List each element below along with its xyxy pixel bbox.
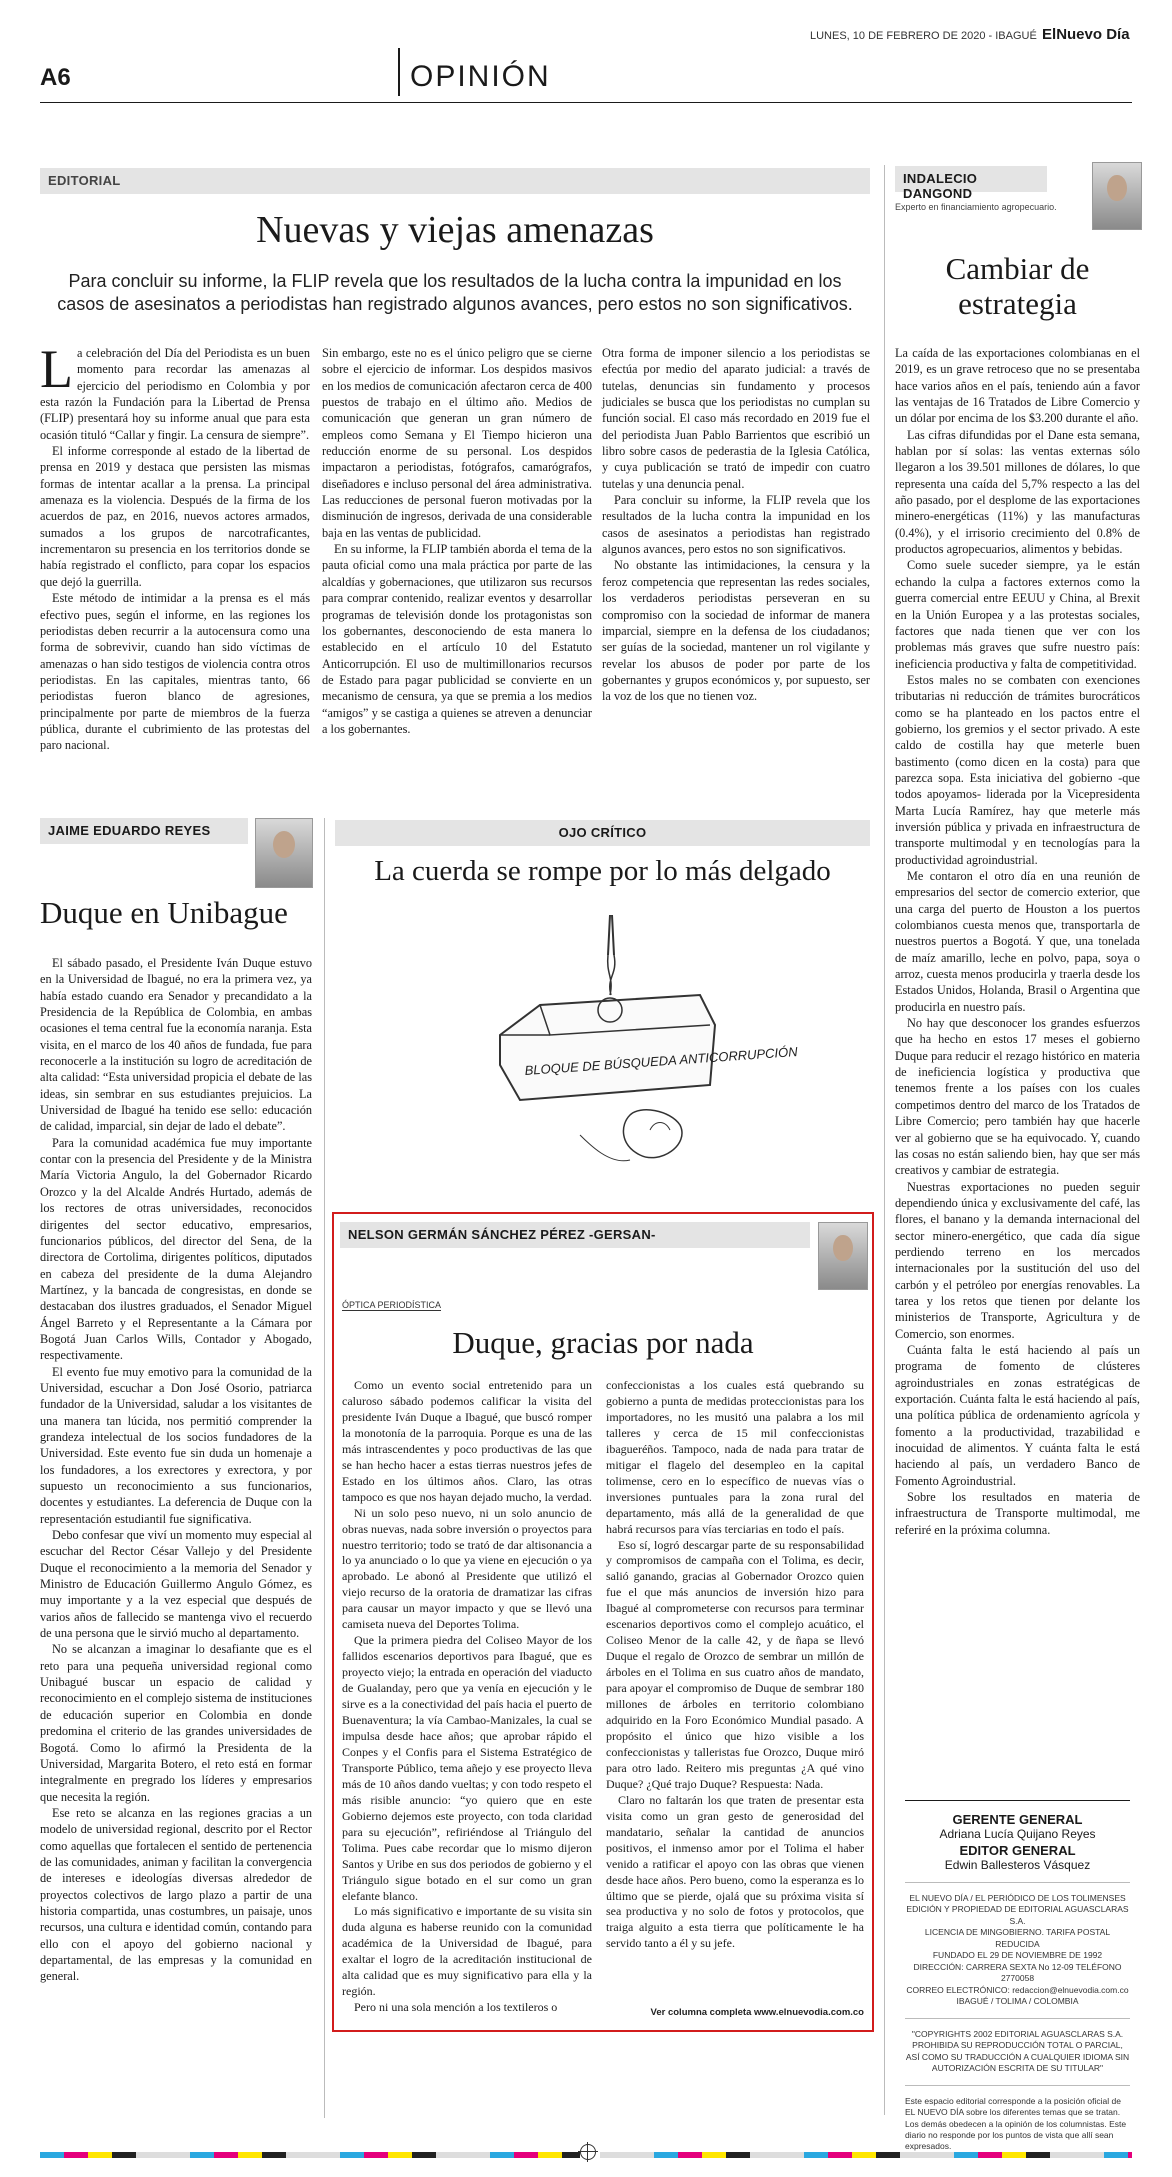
dangond-paragraph: Estos males no se combaten con exenciones tributarias ni reducción de trámites burocráticos como se ha planteado en los pactos entre el gobierno, los gremios y el sector privado. A este caldo de costilla hay que meterle buen bastimento (como dicen en la costa) para que parezca sopa. Esta iniciativa del gobierno -que todos apoyamos- liderada por la Vicepresidenta Marta Lucía Ramírez, hay que meterle más inversión pública y privada en infraestructura de transporte multimodal y en tecnologías para la productividad agroindustrial. bbox=[895, 672, 1140, 867]
sanchez-paragraph: Eso sí, logró descargar parte de su responsabilidad y compromisos de campaña con el Tolima, es decir, salió ganando, gracias al Gobernador Orozco quien fue el que más anuncios de inversión hizo para Ibagué al comprometerse con recursos para terminar escenarios deportivos como el complejo acuático, el Coliseo Menor de la calle 42, y de ñapa se llevó Duque el regalo de Orozco de sembrar un millón de árboles en el Tolima en sus cuatro años de mandato, para apoyar el compromiso de Duque de sembrar 180 millones de árboles en territorio colombiano adquirido en la Foro Económico Mundial pasado. A propósito el único que hizo visible a los confeccionistas y talleristas fue Orozco, Duque miró para otro lado. Reitero mis preguntas ¿A qué vino Duque? ¿Qué trajo Duque? Respuesta: Nada. bbox=[606, 1537, 864, 1791]
dangond-paragraph: Me contaron el otro día en una reunión de empresarios del sector de comercio exterior, que una carga del puerto de Houston a los puertos colombianos cuesta menos que, transportarla de nuestros puertos a Bogotá. Y que, una tonelada de maíz amarillo, leche en polvo, papa, soya o arroz, cuesta menos producirla y traerla desde los Estados Unidos, Holanda, Brasil o Argentina que producirla en nuestro país. bbox=[895, 869, 1140, 1014]
imprint-line: DIRECCIÓN: CARRERA SEXTA No 12-09 TELÉFONO 2770058 bbox=[913, 1961, 1122, 1984]
sanchez-paragraph: Lo más significativo e importante de su visita sin duda alguna es haberse reunido con la comunidad académica de la Universidad de Ibagué, para exaltar el logro de la acreditación institucional de alta calidad que es muy significativo para ella y la región. bbox=[342, 1904, 592, 1999]
editorial-column-2 bbox=[322, 345, 592, 737]
editorial-paragraph: No obstante las intimidaciones, la censura y la feroz competencia que representan las redes sociales, los verdaderos periodistas perseveran en su compromiso con la sociedad de informar de manera imparcial, siempre en la defensa de los ciudadanos; ser guías de la sociedad, mantener un rol vigilante y revelar los abusos de poder por parte de los gobernantes y grupos económicos y, por supuesto, ser la voz de los que no tienen voz. bbox=[602, 558, 870, 704]
dangond-paragraph: Cuánta falta le está haciendo al país un programa de fomento de clústeres agroindustriales en zonas estratégicas de exportación. Cuánta falta le está haciendo al país, una política pública de ordenamiento agrícola y fomento a la productividad, trazabilidad e inocuidad de alimentos. Y cuánta falta le está haciendo al país, un verdadero Banco de Fomento Agroindustrial. bbox=[895, 1342, 1140, 1488]
dangond-paragraph: Como suele suceder siempre, ya le están echando la culpa a factores externos como la guerra comercial entre EEUU y China, al Brexit en la Unión Europea y a las protestas sociales, factores que nada tienen que ver con los problemas más graves que sufre nuestro país: ineficiencia productiva y falta de competitividad. bbox=[895, 558, 1140, 671]
imprint-line: LICENCIA DE MINGOBIERNO. TARIFA POSTAL REDUCIDA bbox=[924, 1927, 1111, 1949]
reyes-title: Duque en Unibague bbox=[40, 895, 288, 930]
editorial-label: EDITORIAL bbox=[40, 168, 870, 194]
sanchez-column-2 bbox=[606, 1378, 864, 1952]
color-bar-left bbox=[40, 2152, 580, 2158]
editorial-paragraph: a celebración del Día del Periodista es un buen momento para recordar las amenazas al ejercicio del periodismo en Colombia y por esta razón la Fundación para la Libertad de Prensa (FLIP) presentará hoy su informe anual que para esta ocasión tituló “Callar y fingir. La censura de siempre”. bbox=[40, 346, 310, 442]
brand-name: Nuevo Día bbox=[1056, 26, 1130, 43]
reyes-paragraph: Debo confesar que viví un momento muy especial al escuchar del Rector César Vallejo y del Presidente Duque el reconocimiento a la memoria del Senador y Ministro de Educación Guillermo Angulo Gómez, es muy importante y a la vez especial que después de varios años de fallecido se mantenga vivo el recuerdo de una persona que le sirvió mucho al departamento. bbox=[40, 1528, 312, 1641]
staff-box bbox=[905, 1812, 1130, 2153]
full-column-link[interactable]: Ver columna completa www.elnuevodia.com.co bbox=[650, 2007, 864, 2018]
registration-mark-icon bbox=[580, 2144, 596, 2160]
sanchez-kicker: ÓPTICA PERIODÍSTICA bbox=[342, 1300, 442, 1310]
section-divider bbox=[398, 48, 400, 96]
vertical-divider bbox=[324, 818, 325, 2118]
editor-name: Edwin Ballesteros Vásquez bbox=[944, 1858, 1091, 1872]
dangond-body bbox=[895, 345, 1140, 1538]
sanchez-column-1 bbox=[342, 1378, 592, 2016]
reyes-paragraph: Para la comunidad académica fue muy importante contar con la presencia del Presidente y de la Ministra María Victoria Angulo, la del Gobernador Ricardo Orozco y la del Alcalde Andrés Hurtado, además de los rectores de otras universidades, reconocidos dirigentes del sector educativo, empresarios, funcionarios públicos, del director del Sena, de la directora de Cortolima, dirigentes políticos, diputados en cabeza del presidente de la duma Alejandro Martínez, y la bancada de congresistas, en donde se destacaban dos ilustres graduados, el Senador Miguel Ángel Barreto y el Representante a la Cámara por Bogotá Juan Carlos Wills, Contador y Abogado, respectivamente. bbox=[40, 1135, 312, 1363]
imprint-line: EDICIÓN Y PROPIEDAD DE EDITORIAL AGUASCLARAS S.A. bbox=[906, 1904, 1129, 1926]
reyes-avatar bbox=[255, 818, 313, 888]
sanchez-avatar bbox=[818, 1222, 868, 1290]
page-number: A6 bbox=[40, 64, 71, 91]
dangond-paragraph: No hay que desconocer los grandes esfuerzos que ha hecho en estos 17 meses el gobierno Duque para reducir el rezago histórico en materia de ineficiencia logística y productiva que tenemos frente a los países con los cuales competimos dentro del marco de los Tratados de Libre Comercio; pero también hay que hacerle ver al gobierno que se ha equivocado. Y, cuando las cosas no están saliendo bien, hay que ser más creativos y cambiar de estrategia. bbox=[895, 1016, 1140, 1178]
dangond-title: Cambiar de estrategia bbox=[945, 251, 1090, 321]
gerente-label: GERENTE GENERAL bbox=[952, 1812, 1083, 1827]
reyes-body bbox=[40, 955, 312, 1985]
imprint bbox=[905, 1893, 1130, 2008]
sanchez-title: Duque, gracias por nada bbox=[452, 1325, 754, 1360]
dangond-paragraph: Nuestras exportaciones no pueden seguir dependiendo única y exclusivamente del café, las flores, el banano y la demanda internacional del sector minero-energético, que cada día sigue perdiendo terreno en los mercados internacionales por la sustitución del uso del carbón y el petróleo por energías renovables. La tarea y los retos que tienen por delante los ministerios de Transporte, Agricultura y de Comercio, son enormes. bbox=[895, 1179, 1140, 1341]
dangond-bio: Experto en financiamiento agropecuario. bbox=[895, 202, 1057, 212]
editorial-deck: Para concluir su informe, la FLIP revela que los resultados de la lucha contra la impunidad en los casos de asesinatos a periodistas han registrado algunos avances, pero estos no son significativos. bbox=[57, 271, 853, 315]
cartoon bbox=[480, 915, 799, 1180]
reyes-paragraph: El sábado pasado, el Presidente Iván Duque estuvo en la Universidad de Ibagué, no era la primera vez, ya había estado cuando era Senador y precandidato a la Presidencia de la República de Colombia, en ambas ocasiones el tema central fue la economía naranja. Esta visita, en el marco de los 40 años de fundada, fue para reconocerle a la institución su logro de acreditación de alta calidad: “Esta universidad propicia el debate de las ideas, sin sembrar en sus estudiantes prejuicios. La Universidad de Ibagué ha tenido ese sello: educación de calidad, imparcial, sin dejar de lado el debate”. bbox=[40, 956, 312, 1134]
dangond-avatar bbox=[1092, 162, 1142, 230]
editorial-paragraph: Otra forma de imponer silencio a los periodistas se efectúa por medio del aparato judicial: a través de tutelas, denuncias sin fundamento y procesos judiciales se busca que los periodistas no cumplan su función social. El caso más recordado en 2019 fue el del periodista Juan Pablo Barrientos que escribió un libro sobre casos de pederastia de la Iglesia Católica, y cuya publicación se trató de impedir con cuatro tutelas y una denuncia penal. bbox=[602, 346, 870, 491]
editorial-paragraph: Para concluir su informe, la FLIP revela que los resultados de la lucha contra la impunidad en los casos de asesinatos a periodistas han registrado algunos avances, pero estos no son significativos. bbox=[602, 493, 870, 557]
editorial-paragraph: El informe corresponde al estado de la libertad de prensa en 2019 y destaca que persisten las mismas formas de intentar acallar a la prensa. La principal amenaza es la violencia. Después de la firma de los acuerdos de paz, en 2016, nuevos actores armados, sumados a los grupos de narcotraficantes, incrementaron su presencia en los territorios donde se había registrado el conflicto, para copar los espacios que dejó la guerrilla. bbox=[40, 444, 310, 589]
sanchez-paragraph: Que la primera piedra del Coliseo Mayor de los fallidos escenarios deportivos para Ibagué, que es proyecto viejo; la entrada en operación del viaducto de Gualanday, pero que ya venía en ejecución y le sirve es a la conectividad del país hacia el puerto de Buenaventura; la vía Cambao-Manizales, la cual se impulsa desde hace años; que aprobar rápido el Conpes y el Confis para el Sistema Estratégico de Transporte Público, tema añejo y ese proyecto lleva más de 10 años dando vueltas; y con todo respeto el más risible anuncio: “yo quiero que en este Gobierno dejemos este proyecto, con toda claridad para su ejecución”, refiriéndose al Triángulo del Tolima. Pues cabe recordar que lo mismo dijeron Santos y Uribe en sus dos periodos de gobierno y el Triángulo sigue botado en el sur como un gran elefante blanco. bbox=[342, 1633, 592, 1903]
imprint-line: FUNDADO EL 29 DE NOVIEMBRE DE 1992 bbox=[932, 1950, 1103, 1961]
editorial-paragraph: Este método de intimidar a la prensa es el más efectivo pues, según el informe, en las regiones los periodistas deben recurrir a la autocensura como una forma de sobrevivir, cuando han sido víctimas de amenazas o han sido testigos de violencia contra otros periodistas. En las capitales, mientras tanto, 66 periodistas fueron blanco de agresiones, principalmente por parte de miembros de la fuerza pública, durante el cubrimiento de las protestas del paro nacional. bbox=[40, 591, 310, 753]
editorial-paragraph: Sin embargo, este no es el único peligro que se cierne sobre el ejercicio de informar. Los despidos masivos en los medios de comunicación afectaron cerca de 400 puestos de trabajo en el último año. Medios de comunicación que generan un gran número de empleos como Semana y El Tiempo hicieron una reducción enorme de su personal. Los despidos impactaron a periodistas, fotógrafos, camarógrafos, diseñadores e incluso personal del área administrativa. Las reducciones de personal fueron motivadas por la disminución de ingresos, derivada de una considerable baja en las ventas de publicidad. bbox=[322, 346, 592, 540]
sanchez-paragraph: Ni un solo peso nuevo, ni un solo anuncio de obras nuevas, nada sobre inversión o proyectos para nuestro territorio; todo se trató de dar altisonancia a lo ya anunciado o lo que ya viene en ejecución o ya aprobado. Le abonó al Presidente que utilizó el viejo recurso de la oratoria de dramatizar las cifras para causar un mayor impacto y que se llevó una camiseta nueva del Deportes Tolima. bbox=[342, 1505, 592, 1632]
imprint-line: CORREO ELECTRÓNICO: redaccion@elnuevodia.com.co bbox=[906, 1984, 1129, 1995]
vertical-divider bbox=[884, 165, 885, 2115]
sanchez-paragraph: Como un evento social entretenido para un caluroso sábado podemos calificar la visita del presidente Iván Duque a Ibagué, que buscó romper la monotonía de la parroquia. Porque es una de las más intrascendentes y poco productivas de las que se han hecho hacer a estas tierras nuestros jefes de Estado en los últimos años. Claro, las otras tampoco es que nos hayan dejado mucho, la verdad. bbox=[342, 1378, 592, 1504]
brand-prefix: El bbox=[1042, 26, 1057, 43]
dangond-paragraph: Las cifras difundidas por el Dane esta semana, hablan por sí solas: las ventas externas sólo llegaron a los 39.501 millones de dólares, lo que representa una caída del 5,7% respecto a las del año pasado, por el desplome de las exportaciones minero-energéticas (11%) y las manufacturas (0.4%), y el irrisorio crecimiento del 0.8% de productos agropecuarios, alimentos y bebidas. bbox=[895, 427, 1140, 557]
dangond-author: INDALECIO DANGOND bbox=[895, 166, 1047, 192]
gerente-name: Adriana Lucía Quijano Reyes bbox=[939, 1827, 1096, 1841]
editorial-column-3 bbox=[602, 345, 870, 705]
drop-cap: L bbox=[40, 339, 73, 399]
ojo-critico-title: La cuerda se rompe por lo más delgado bbox=[374, 855, 831, 887]
ojo-critico-label-text: OJO CRÍTICO bbox=[558, 825, 647, 840]
reyes-author: JAIME EDUARDO REYES bbox=[40, 818, 248, 844]
editorial-column-1 bbox=[40, 339, 310, 754]
reyes-paragraph: El evento fue muy emotivo para la comunidad de la Universidad, escuchar a Don José Osorio, patriarca fundador de la Universidad, saludar a los visitantes de una manera tan lúcida, nos permitió comprender la grandeza intelectual de los socios fundadores de la Universidad. Este evento fue sin duda un homenaje a los fundadores, a los exrectores y exrectora, y por supuesto un reconocimiento a sus funcionarios, docentes y estudiantes. La deferencia de Duque con la representación estudiantil fue significativa. bbox=[40, 1364, 312, 1526]
masthead-rule bbox=[40, 102, 1132, 103]
brand-logo bbox=[1042, 26, 1130, 43]
ojo-critico-label bbox=[335, 820, 870, 846]
editorial-disclaimer: Este espacio editorial corresponde a la posición oficial de EL NUEVO DÍA sobre los diferentes temas que se tratan. Los demás obedecen a la opinión de los columnistas. Este diario no responde por los puntos de vista que allí sean expresados. bbox=[905, 2095, 1127, 2152]
date-line: LUNES, 10 DE FEBRERO DE 2020 - IBAGUÉ bbox=[810, 30, 1037, 42]
dangond-paragraph: La caída de las exportaciones colombianas en el 2019, es un grave retroceso que no se presentaba hace varios años en el país, teniendo aún a favor las ventajas de 16 Tratados de Libre Comercio y un dólar por encima de los $3.200 durante el año. bbox=[895, 346, 1140, 426]
dangond-paragraph: Sobre los resultados en materia de infraestructura de Transporte multimodal, me referiré en la próxima columna. bbox=[895, 1490, 1140, 1537]
section-title: OPINIÓN bbox=[410, 60, 551, 93]
editorial-paragraph: En su informe, la FLIP también aborda el tema de la pauta oficial como una mala práctica por parte de las alcaldías y gobernaciones, que utilizaron sus recursos para comprar contenido, realizar eventos y desarrollar programas de televisión donde los protagonistas son los gobernantes, desconociendo de esta manera lo establecido en el artículo 10 del Estatuto Anticorrupción. El uso de multimillonarios recursos de Estado para pagar publicidad se convierte en un mecanismo de censura, ya que se premia a los medios “amigos” y se castiga a quienes se atreven a denunciar a los gobernantes. bbox=[322, 542, 592, 736]
sanchez-author: NELSON GERMÁN SÁNCHEZ PÉREZ -GERSAN- bbox=[340, 1222, 810, 1248]
imprint-line: IBAGUÉ / TOLIMA / COLOMBIA bbox=[956, 1996, 1079, 2007]
sanchez-paragraph: confeccionistas a los cuales está quebrando su gobierno a punta de medidas proteccionistas para los importadores, no les musitó una palabra a los mil talleres y cerca de 15 mil confeccionistas ibagueréños. Tampoco, nada de nada para tratar de mitigar el flagelo del desempleo en la capital tolimense, cero en lo específico de nuevas vías o inversiones puntuales para la zona rural del departamento, más allá de la generalidad de que habrá recursos para vías terciarias en todo el país. bbox=[606, 1378, 864, 1536]
sanchez-paragraph: Claro no faltarán los que traten de presentar esta visita como un gran gesto de generosidad del mandatario, señalar la cantidad de anuncios positivos, el inmenso amor por el Tolima el haber venido a ratificar el apoyo con las obras que vienen desde hace años. Pero bueno, como la esperanza es lo último que se pierde, ojalá que su próxima visita sí sea productiva y no solo de fotos y protocolos, que traiga alguito a esta tierra que políticamente le ha servido tanto a él y su jefe. bbox=[606, 1792, 864, 1951]
sanchez-paragraph: Pero ni una sola mención a los textileros o bbox=[354, 2000, 558, 2015]
editorial-title: Nuevas y viejas amenazas bbox=[256, 209, 654, 251]
reyes-paragraph: No se alcanzan a imaginar lo desafiante que es el reto para una pequeña universidad regional como Unibagué buscar un espacio de calidad y reconocimiento en el complejo sistema de instituciones de educación superior en Colombia en donde predomina el criterio de las grandes universidades de Bogotá. Como lo afirmó la Presidenta de la Universidad, Margarita Botero, el reto está en formar integralmente en pregrado los líderes y empresarios que necesita la región. bbox=[40, 1642, 312, 1804]
imprint-line: EL NUEVO DÍA / EL PERIÓDICO DE LOS TOLIMENSES bbox=[909, 1893, 1126, 1903]
color-bar-right bbox=[600, 2152, 1132, 2158]
staff-rule bbox=[905, 1800, 1130, 1801]
cartoon-drawing bbox=[480, 915, 799, 1180]
cartoon-caption: BLOQUE DE BÚSQUEDA ANTICORRUPCIÓN bbox=[524, 1043, 799, 1078]
copyright-notice: "COPYRIGHTS 2002 EDITORIAL AGUASCLARAS S.A. PROHIBIDA SU REPRODUCCIÓN TOTAL O PARCIAL, ASÍ COMO SU TRADUCCIÓN A CUALQUIER IDIOMA SIN AUTORIZACIÓN ESCRITA DE SU TITULAR" bbox=[905, 2028, 1130, 2074]
editor-label: EDITOR GENERAL bbox=[959, 1843, 1076, 1858]
reyes-paragraph: Ese reto se alcanza en las regiones gracias a un modelo de universidad regional, descrito por el Rector como aquellas que fortalecen el sentido de pertenencia de las comunidades, animan y facilitan la convergencia de intereses e ideologías diversas alrededor de proyectos colectivos de largo plazo a partir de una historia compartida, unas costumbres, un paisaje, unos recursos, una cultura e identidad común, contando para ello con el apoyo del gobierno nacional y departamental, de las empresas y la comunidad en general. bbox=[40, 1805, 312, 1984]
